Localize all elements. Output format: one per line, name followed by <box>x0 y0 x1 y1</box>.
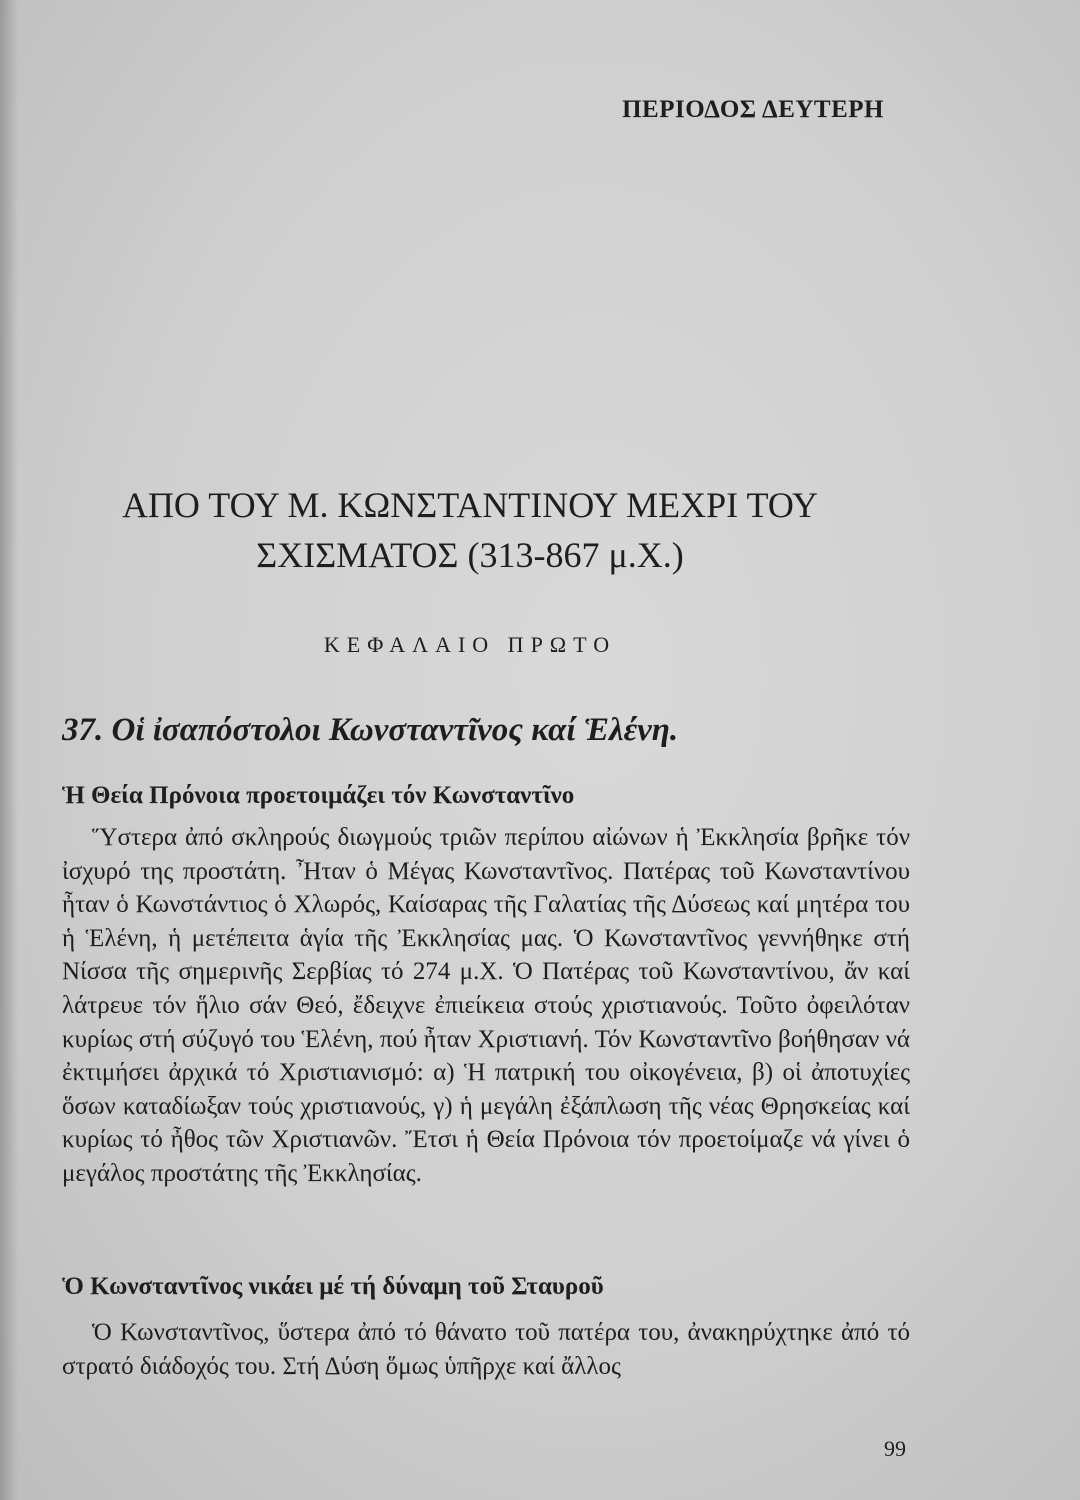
page-number: 99 <box>884 1436 906 1461</box>
part-title-line-1: ΑΠΟ ΤΟΥ Μ. ΚΩΝΣΤΑΝΤΙΝΟΥ ΜΕΧΡΙ ΤΟΥ <box>121 485 819 525</box>
chapter-label: ΚΕΦΑΛΑΙΟ ΠΡΩΤΟ <box>323 632 617 657</box>
part-title <box>0 480 940 580</box>
running-head: ΠΕΡΙΟΔΟΣ ΔΕΥΤΕΡΗ <box>622 96 884 123</box>
paragraph-2: Ὁ Κωνσταντῖνος, ὕστερα ἀπό τό θάνατο τοῦ πατέρα του, ἀνακηρύχτηκε ἀπό τό στρατό διάδοχός του. Στή Δύση ὅμως ὑπῆρχε καί ἄλλος <box>62 1319 910 1380</box>
page-gutter-shadow <box>0 0 18 1500</box>
subheading-providence: Ἡ Θεία Πρόνοια προετοιμάζει τόν Κωνσταντῖνο <box>62 782 575 809</box>
section-title: 37. Οἱ ἰσαπόστολοι Κωνσταντῖνος καί Ἑλένη. <box>62 712 679 748</box>
part-title-line-2: ΣΧΙΣΜΑΤΟΣ (313-867 μ.Χ.) <box>256 535 684 575</box>
subheading-cross: Ὁ Κωνσταντῖνος νικάει μέ τή δύναμη τοῦ Σταυροῦ <box>62 1273 604 1300</box>
paragraph-1: Ὕστερα ἀπό σκληρούς διωγμούς τριῶν περίπου αἰώνων ἡ Ἐκκλησία βρῆκε τόν ἰσχυρό της προστάτη. Ἦταν ὁ Μέγας Κωνσταντῖνος. Πατέρας τοῦ Κωνσταντίνου ἦταν ὁ Κωνστάντιος ὁ Χλωρός, Καίσαρας τῆς Γαλατίας τῆς Δύσεως καί μητέρα του ἡ Ἑλένη, ἡ μετέπειτα ἁγία τῆς Ἐκκλησίας μας. Ὁ Κωνσταντῖνος γεννήθηκε στή Νίσσα τῆς σημερινῆς Σερβίας τό 274 μ.Χ. Ὁ Πατέρας τοῦ Κωνσταντίνου, ἄν καί λάτρευε τόν ἥλιο σάν Θεό, ἔδειχνε ἐπιείκεια στούς χριστιανούς. Τοῦτο ὀφειλόταν κυρίως στή σύζυγό του Ἑλένη, πού ἦταν Χριστιανή. Τόν Κωνσταντῖνο βοήθησαν νά ἐκτιμήσει ἀρχικά τό Χριστιανισμό: α) Ἡ πατρική του οἰκογένεια, β) οἱ ἀποτυχίες ὅσων καταδίωξαν τούς χριστιανούς, γ) ἡ μεγάλη ἐξάπλωση τῆς νέας Θρησκείας καί κυρίως τό ἦθος τῶν Χριστιανῶν. Ἔτσι ἡ Θεία Πρόνοια τόν προετοίμαζε νά γίνει ὁ μεγάλος προστάτης τῆς Ἐκκλησίας. <box>62 824 910 1187</box>
